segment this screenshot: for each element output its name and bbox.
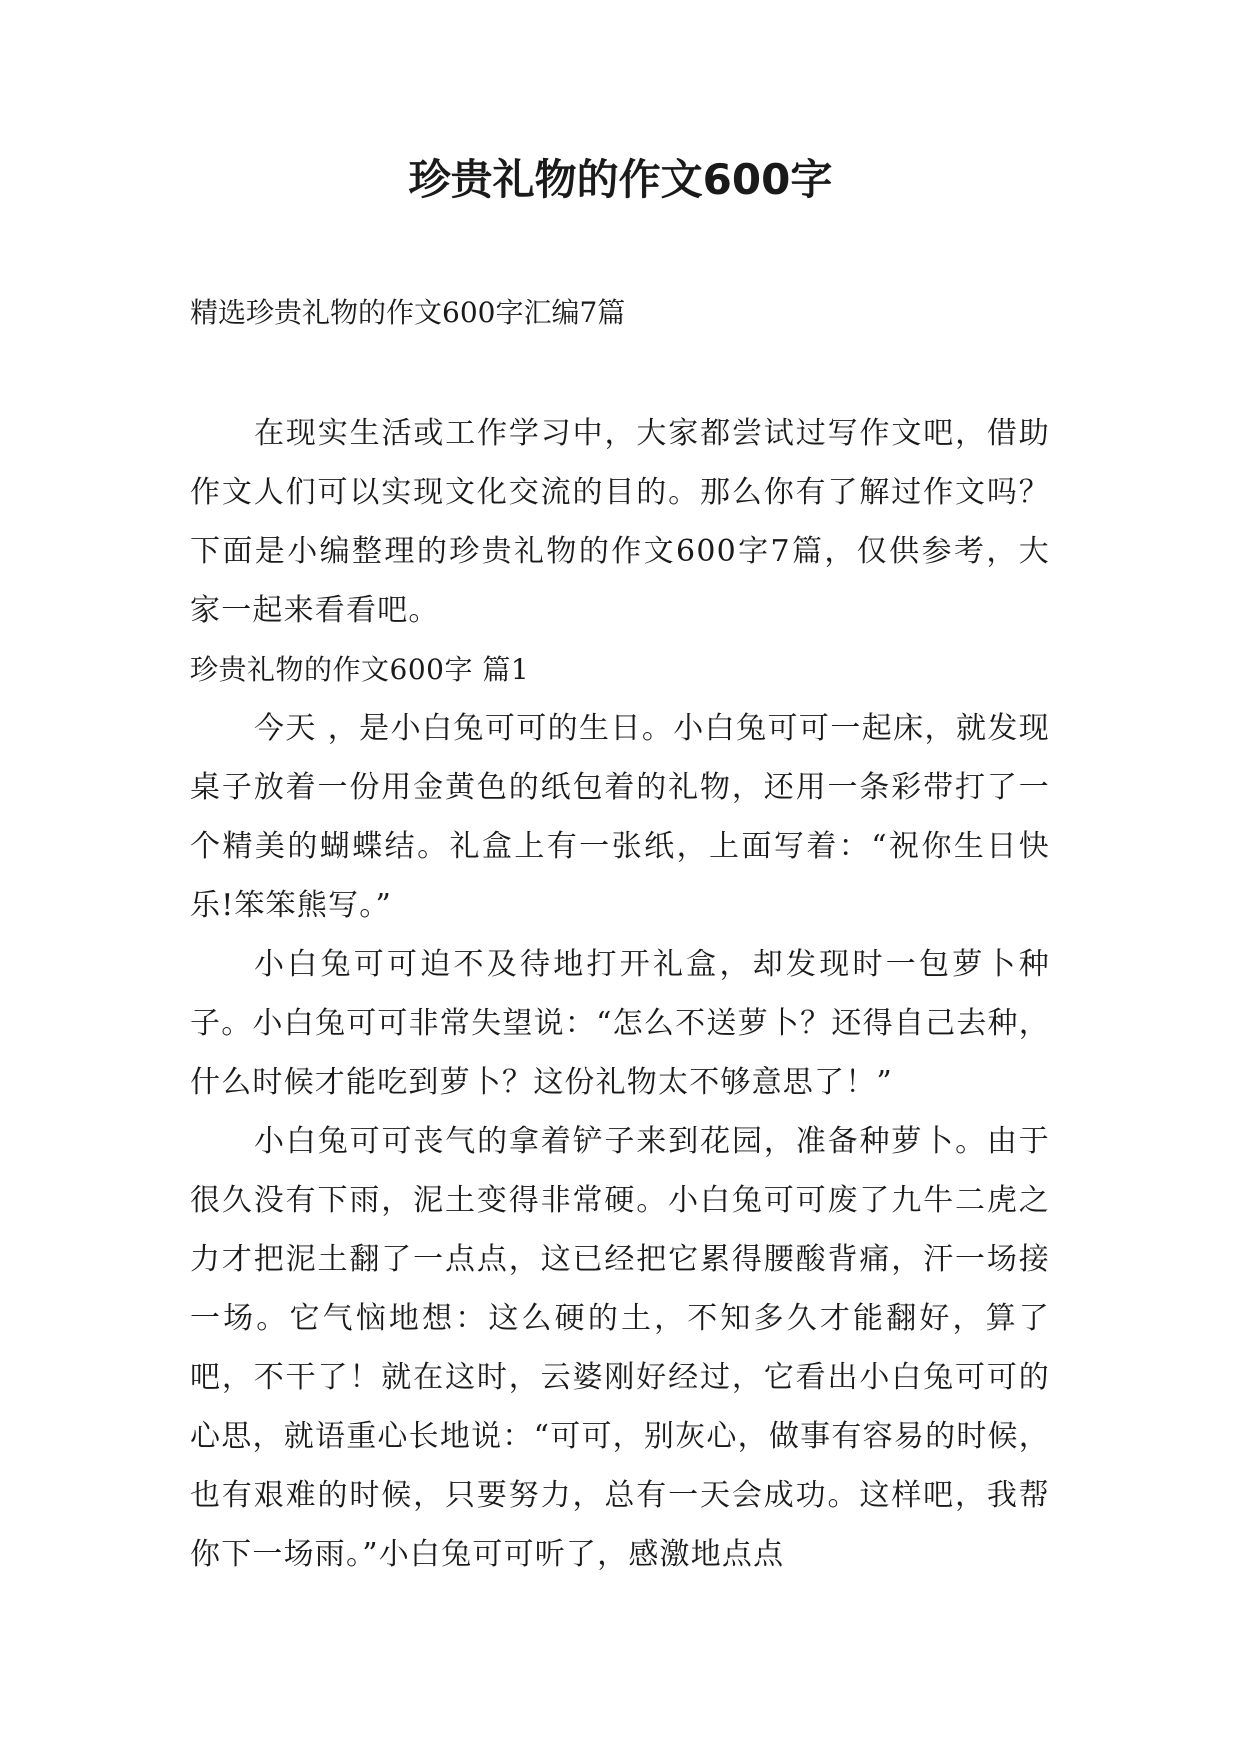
document-body: [190, 404, 1050, 1584]
body-paragraph: 今天 ，是小白兔可可的生日。小白兔可可一起床，就发现桌子放着一份用金黄色的纸包着的礼物，还用一条彩带打了一个精美的蝴蝶结。礼盒上有一张纸，上面写着：“祝你生日快乐!笨笨熊写。”: [190, 711, 1050, 923]
document-subtitle: 精选珍贵礼物的作文600字汇编7篇: [190, 296, 626, 329]
body-paragraph: 小白兔可可丧气的拿着铲子来到花园，准备种萝卜。由于很久没有下雨，泥土变得非常硬。小白兔可可废了九牛二虎之力才把泥土翻了一点点，这已经把它累得腰酸背痛，汗一场接一场。它气恼地想：这么硬的土，不知多久才能翻好，算了吧，不干了！就在这时，云婆刚好经过，它看出小白兔可可的心思，就语重心长地说：“可可，别灰心，做事有容易的时候，也有艰难的时候，只要努力，总有一天会成功。这样吧，我帮你下一场雨。”小白兔可可听了，感激地点点: [190, 1124, 1050, 1572]
intro-paragraph: 在现实生活或工作学习中，大家都尝试过写作文吧，借助作文人们可以实现文化交流的目的。那么你有了解过作文吗？下面是小编整理的珍贵礼物的作文600字7篇，仅供参考，大家一起来看看吧。: [190, 416, 1050, 628]
section-heading: 珍贵礼物的作文600字 篇1: [190, 653, 530, 686]
body-paragraph: 小白兔可可迫不及待地打开礼盒，却发现时一包萝卜种子。小白兔可可非常失望说：“怎么不送萝卜？还得自己去种，什么时候才能吃到萝卜？这份礼物太不够意思了！”: [190, 947, 1050, 1100]
document-title: 珍贵礼物的作文600字: [408, 155, 833, 204]
